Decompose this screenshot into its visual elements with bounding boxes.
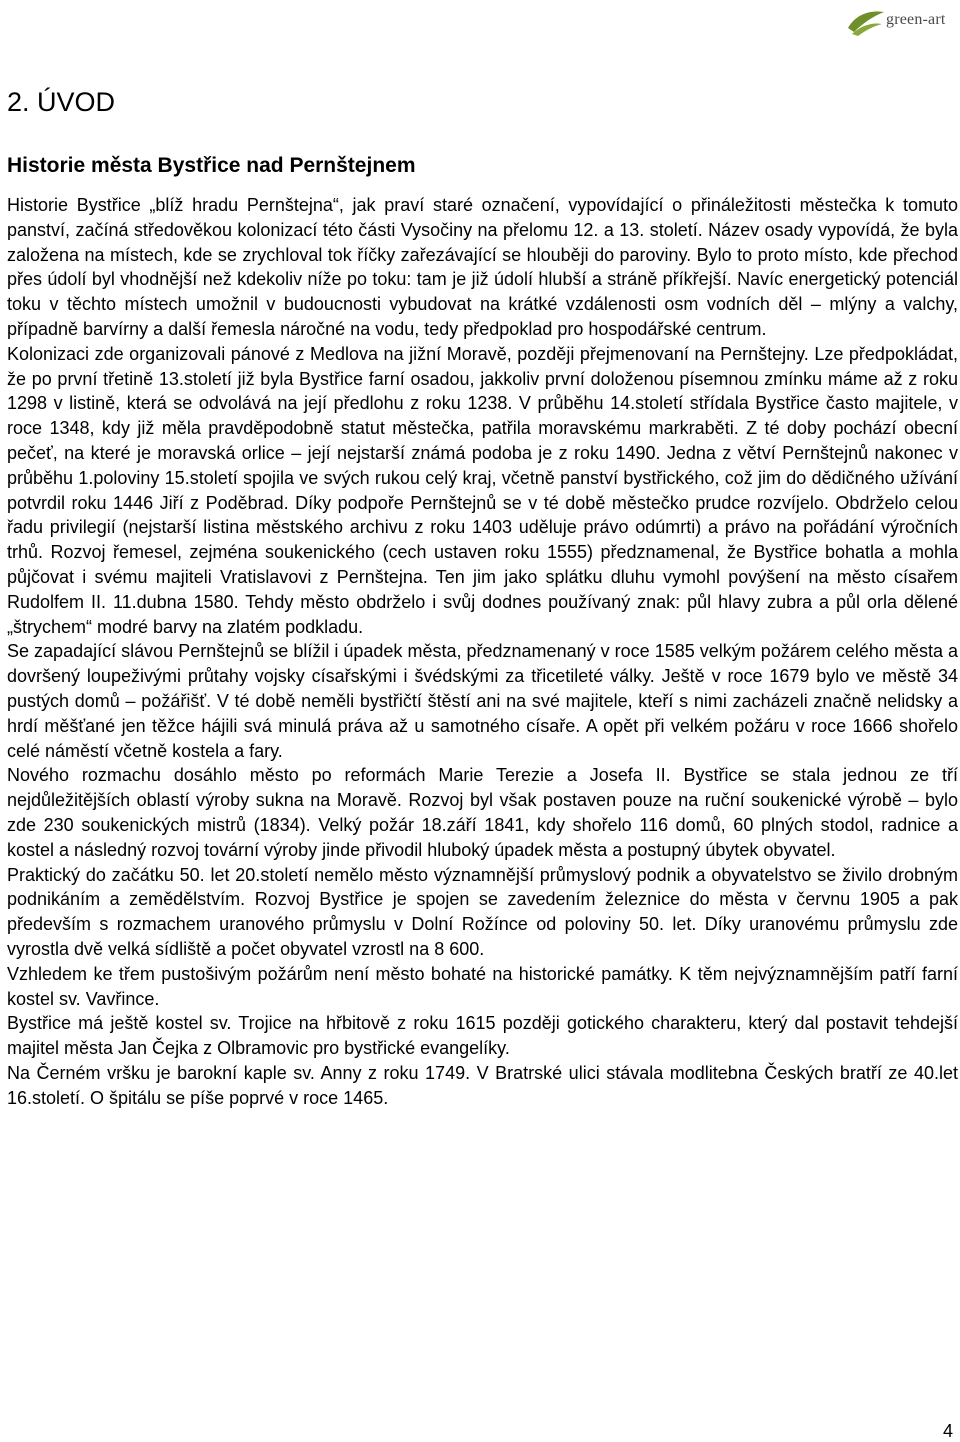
paragraph: Praktický do začátku 50. let 20.století nemělo město významnější průmyslový podnik a obyvatelstvo se živilo drobným podnikáním a zemědělstvím. Rozvoj Bystřice je spojen se zavedením železnice do města v červnu 1905 a pak především s rozmachem uranového průmyslu v Dolní Rožínce od poloviny 50. let. Díky uranovému průmyslu zde vyrostla dvě velká sídliště a počet obyvatel vzrostl na 8 600.: [7, 864, 958, 959]
paragraph: Kolonizaci zde organizovali pánové z Medlova na jižní Moravě, později přejmenovaní na Pernštejny. Lze předpokládat, že po první třetině 13.století již byla Bystřice farní osadou, jakkoliv první doloženou písemnou zmínku máme až z roku 1298 v listině, která se odvolává na její předlohu z roku 1238. V průběhu 14.století střídala Bystřice často majitele, v roce 1348, kdy již měla pravděpodobně statut městečka, patřila moravskému markraběti. Z té doby pochází obecní pečeť, na které je moravská orlice – její nejstarší známá podoba je z roku 1490. Jedna z větví Pernštejnů nakonec v průběhu 1.poloviny 15.století spojila ve svých rukou celý kraj, včetně panství bystřického, což jim do dědičného užívání potvrdil roku 1446 Jiří z Poděbrad. Díky podpoře Pernštejnů se v té době městečko prudce rozvíjelo. Obdrželo celou řadu privilegií (nejstarší listina městského archivu z roku 1403 uděluje právo odúmrti) a právo na pořádání výročních trhů. Rozvoj řemesel, zejména soukenického (cech ustaven roku 1555) předznamenal, že Bystřice bohatla a mohla půjčovat i svému majiteli Vratislavovi z Pernštejna. Ten jim jako splátku dluhu vymohl povýšení na město císařem Rudolfem II. 11.dubna 1580. Tehdy město obdrželo i svůj dodnes používaný znak: půl hlavy zubra a půl orla dělené „štrychem“ modré barvy na zlatém podkladu.: [7, 343, 958, 637]
logo-text: green-art: [886, 11, 946, 28]
section-title: Historie města Bystřice nad Pernštejnem: [7, 154, 416, 177]
paragraph: Nového rozmachu dosáhlo město po reformách Marie Terezie a Josefa II. Bystřice se stala jednou ze tří nejdůležitějších oblastí výroby sukna na Moravě. Rozvoj byl však postaven pouze na ruční soukenické výrobě – bylo zde 230 soukenických mistrů (1834). Velký požár 18.září 1841, kdy shořelo 116 domů, 60 plných stodol, radnice a kostel a následný rozvoj tovární výroby jinde přivodil hluboký úpadek města a postupný úbytek obyvatel.: [7, 765, 958, 860]
paragraph: Na Černém vršku je barokní kaple sv. Anny z roku 1749. V Bratrské ulici stávala modlitebna Českých bratří ze 40.let 16.století. O špitálu se píše poprvé v roce 1465.: [7, 1062, 958, 1108]
green-art-logo: [844, 4, 954, 38]
article-body: [7, 193, 958, 1110]
paragraph: Bystřice má ještě kostel sv. Trojice na hřbitově z roku 1615 později gotického charakteru, který dal postavit tehdejší majitel města Jan Čejka z Olbramovic pro bystřické evangelíky.: [7, 1013, 958, 1059]
page-number: 4: [942, 1421, 953, 1441]
leaf-icon: [844, 4, 888, 38]
paragraph: Historie Bystřice „blíž hradu Pernštejna“, jak praví staré označení, vypovídající o přináležitosti městečka k tomuto panství, začíná středověkou kolonizací této části Vysočiny na přelomu 12. a 13. století. Název osady vypovídá, že byla založena na místech, kde se zrychloval tok říčky zařezávající se hlouběji do paroviny. Bylo to proto místo, kde přechod přes údolí byl vhodnější než kdekoliv níže po toku: tam je již údolí hlubší a stráně příkřejší. Navíc energetický potenciál toku v těchto místech umožnil v budoucnosti vybudovat na krátké vzdálenosti osm vodních děl – mlýny a valchy, případně barvírny a další řemesla náročné na vodu, tedy předpoklad pro hospodářské centrum.: [7, 195, 958, 339]
paragraph: Se zapadající slávou Pernštejnů se blížil i úpadek města, předznamenaný v roce 1585 velkým požárem celého města a dovršený loupeživými průtahy vojsky císařskými i švédskými za třicetileté války. Ještě v roce 1679 bylo ve městě 34 pustých domů – požářišť. V té době neměli bystřičtí štěstí ani na své majitele, kteří s nimi zacházeli značně nelidsky a hrdí měšťané jen těžce hájili svá minulá práva až u samotného císaře. A opět při velkém požáru v roce 1666 shořelo celé náměstí včetně kostela a fary.: [7, 641, 958, 761]
chapter-title: 2. ÚVOD: [7, 87, 116, 117]
paragraph: Vzhledem ke třem pustošivým požárům není město bohaté na historické památky. K těm nejvýznamnějším patří farní kostel sv. Vavřince.: [7, 963, 958, 1009]
